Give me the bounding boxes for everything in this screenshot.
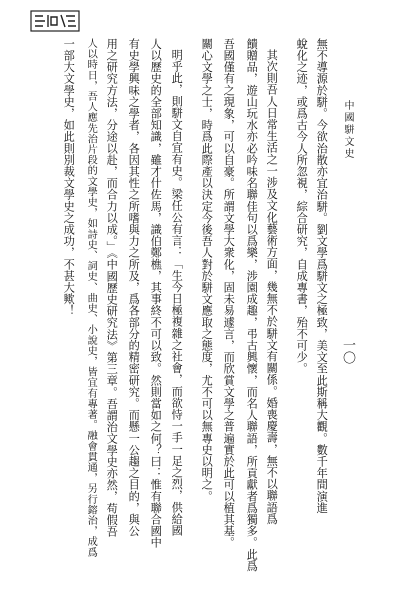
library-stamp: [30, 10, 80, 32]
text-column: 其次則吾人日常生活之一涉及文化藝術方面，幾無不於駢文有關係。婚喪慶壽，無不以聯語爲: [265, 49, 279, 525]
text-column: 吾國僅有之現象，可以自豪。所謂文學大衆化，固未易遽言，而欣賞文學之普遍實於此可以植其基。: [222, 38, 236, 549]
text-column: 無不導源於駢。今欲治散亦宜治駢。劉文學爲駢文之極致，美文至此斯稱大觀。數千年間演進: [315, 38, 329, 514]
text-column: 一部大文學史，如此則別裁文學史之成功，不甚大歟！: [62, 38, 76, 317]
text-column: 關心文學之士，時爲此際產以決定今後吾人對於駢文應取之態度，尤不可以無專史以明之。: [200, 38, 214, 502]
text-column: 明乎此，則駢文自宜有史。梁任公有言：「生今日極複雜之社會，而欲恃一手一足之烈，供給國: [170, 49, 184, 537]
text-column: 人以歷史的全部知識，雖才什佐馬，識伯鄭樵，其事終不可以致。然則當如之何？曰：惟有聯合國中: [149, 38, 163, 549]
text-column: 有史學興味之學者，各因其性之所嗜與力之所及，爲各部分的精密研究。而懸一公趨之目的，與公: [127, 38, 141, 537]
text-column: 人以時日，吾人應先治片段的文學史，如詩史、詞史、曲史、小說史，皆宜有專著。融會貫通，另行鎔治，成爲: [85, 38, 97, 558]
text-column: 蛻化之迹，或爲古今人所忽視，綜合研究，自成專書，殆不可少。: [295, 38, 309, 375]
page-number: 一〇: [340, 338, 355, 364]
text-column: 用之研究方法，分途以赴，而合力以成。」《中國歷史研究法》第三章。吾謂治文學史亦然，苟假吾: [105, 38, 119, 538]
text-column: 饋贈品，遊山玩水亦必吟味名聯佳句以爲樂，涉園成趣，弔古興懷，而名人聯語，所貢獻者爲獨多。此爲: [245, 38, 259, 572]
running-title: 中國駢文史: [342, 100, 353, 160]
